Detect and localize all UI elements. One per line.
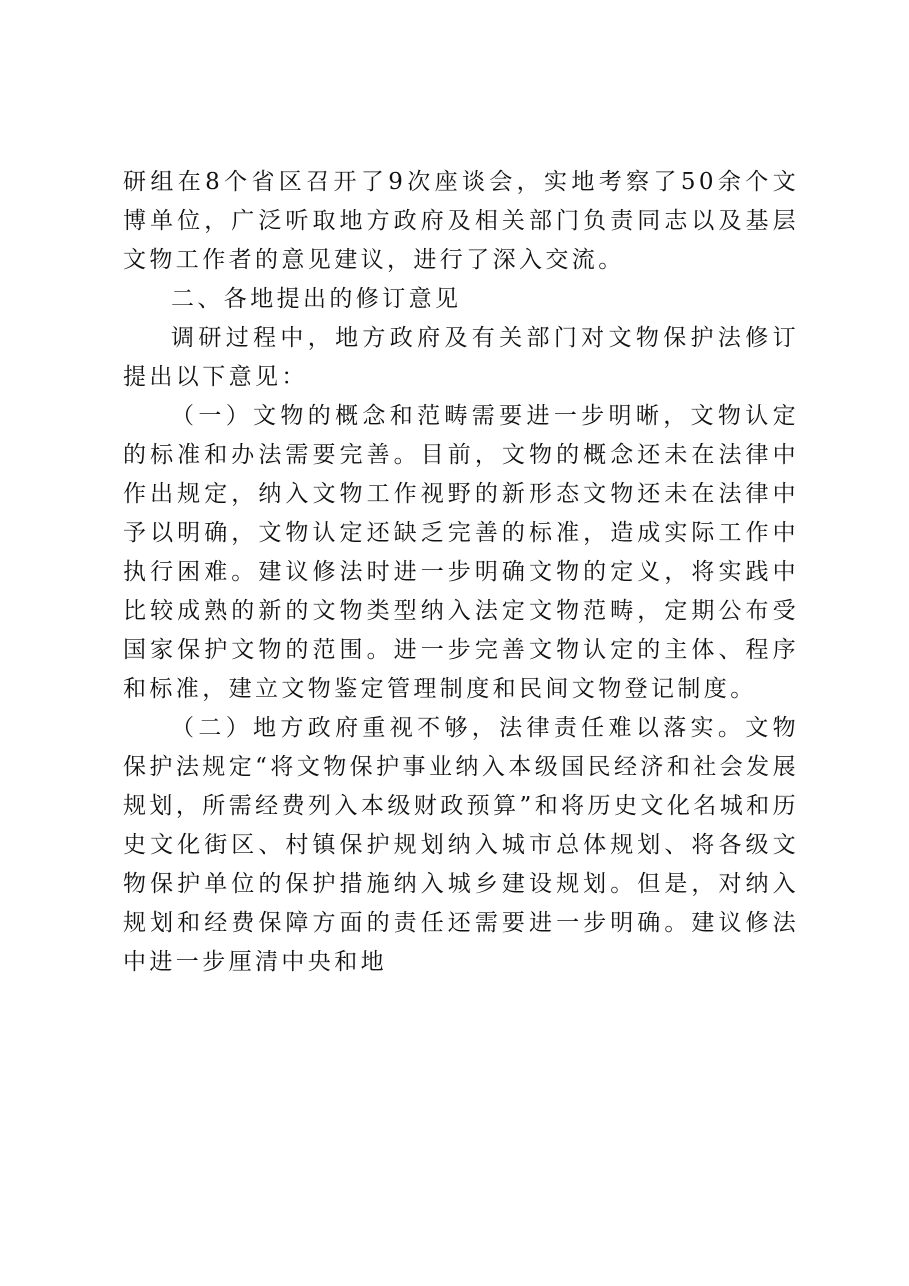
section-heading: 二、各地提出的修订意见 [171,286,462,312]
paragraph-item-2: （二）地方政府重视不够，法律责任难以落实。文物保护法规定“将文物保护事业纳入本级国民经济和社会发展规划，所需经费列入本级财政预算”和将历史文化名城和历史文化街区、村镇保护规划纳入城市总体规划、将各级文物保护单位的保护措施纳入城乡建设规划。但是，对纳入规划和经费保障方面的责任还需要进一步明确。建议修法中进一步厘清中央和地 [123,715,799,975]
paragraph-item-1: （一）文物的概念和范畴需要进一步明晰，文物认定的标准和办法需要完善。目前，文物的概念还未在法律中作出规定，纳入文物工作视野的新形态文物还未在法律中予以明确，文物认定还缺乏完善的标准，造成实际工作中执行困难。建议修法时进一步明确文物的定义，将实践中比较成熟的新的文物类型纳入法定文物范畴，定期公布受国家保护文物的范围。进一步完善文物认定的主体、程序和标准，建立文物鉴定管理制度和民间文物登记制度。 [123,403,799,702]
paragraph-intro: 调研过程中，地方政府及有关部门对文物保护法修订提出以下意见： [123,325,799,390]
paragraph-continuation: 研组在8个省区召开了9次座谈会，实地考察了50余个文博单位，广泛听取地方政府及相关部门负责同志以及基层文物工作者的意见建议，进行了深入交流。 [123,169,799,273]
document-body [123,163,799,982]
